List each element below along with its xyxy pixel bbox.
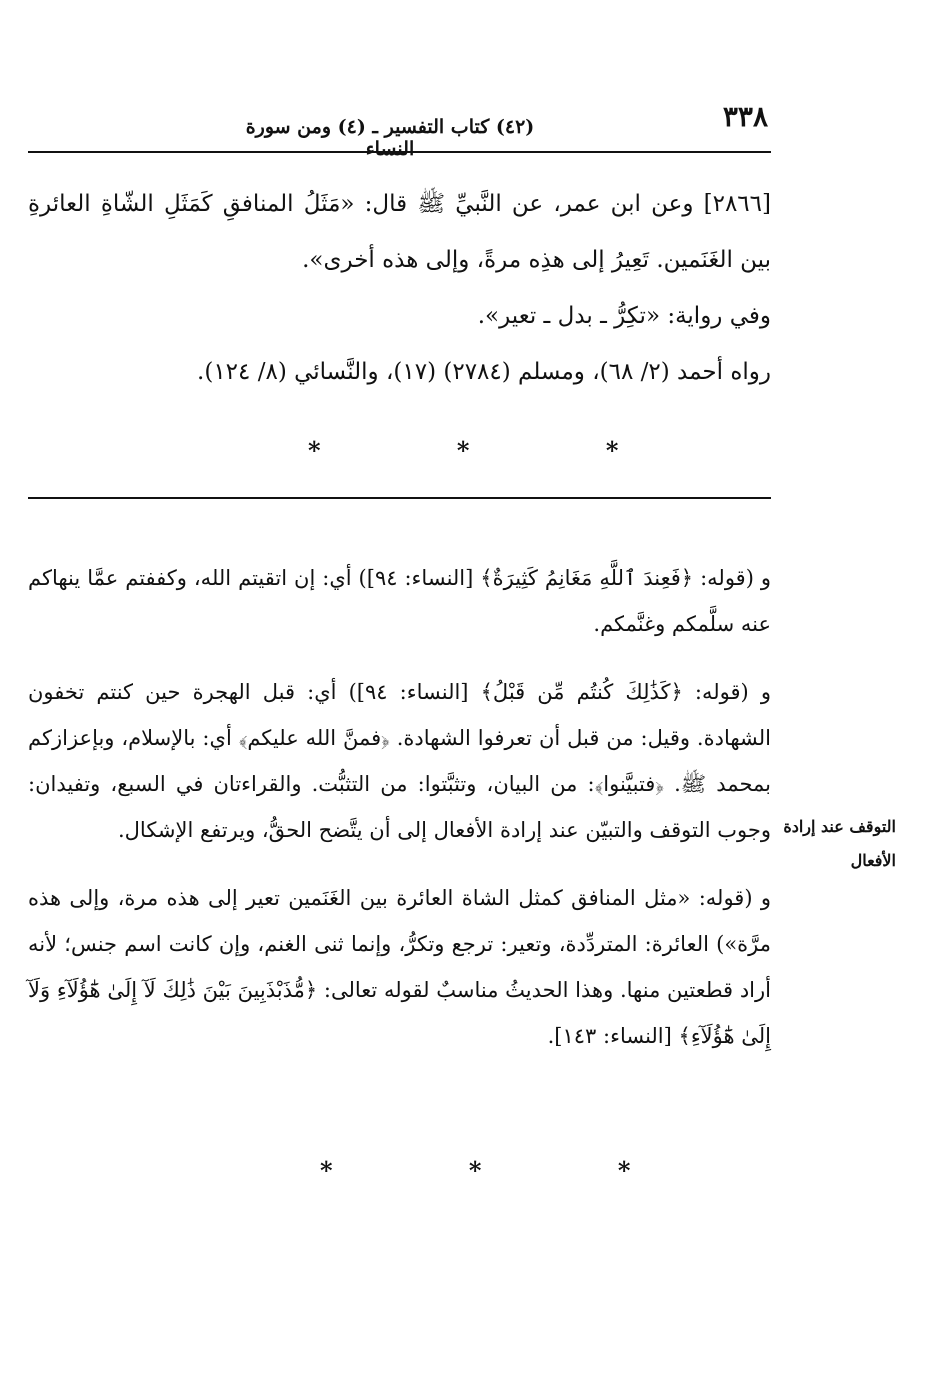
section-separator: * * * bbox=[308, 436, 683, 465]
end-separator: * * * bbox=[320, 1156, 695, 1185]
hadith-variant: وفي رواية: «تكِرُّ ـ بدل ـ تعير». bbox=[477, 303, 771, 329]
hadith-sources: رواه أحمد (٢/ ٦٨)، ومسلم (٢٧٨٤) (١٧)، والنَّسائي (٨/ ١٢٤). bbox=[197, 359, 771, 385]
commentary-paragraph: و (قوله: «مثل المنافق كمثل الشاة العائرة بين الغَنَمين تعير إلى هذه مرة، وإلى هذه مرَّة») العائرة: المتردِّدة، وتعير: ترجع وتكرُّ، وإنما ثنى الغنم، وإن كانت اسم جنس؛ لأنه أراد قطعتين منها. وهذا الحديثُ مناسبٌ لقوله تعالى: ﴿مُّذَبْذَبِينَ بَيْنَ ذَٰلِكَ لَآ إِلَىٰ هَٰٓؤُلَآءِ وَلَآ إِلَىٰ هَٰٓؤُلَآءِ﴾ [النساء: ١٤٣]. bbox=[28, 886, 771, 1048]
header-rule bbox=[28, 151, 771, 153]
hadith-text: [٢٨٦٦] وعن ابن عمر، عن النَّبيِّ ﷺ قال: «مَثَلُ المنافقِ كَمَثَلِ الشّاةِ العائرةِ بين الغَنَمين. تَعِيرُ إلى هذِه مرةً، وإلى هذه أخرى». bbox=[28, 191, 771, 273]
hadith-section bbox=[28, 176, 771, 400]
commentary-section bbox=[28, 555, 771, 1081]
commentary-paragraph: و (قوله: ﴿فَعِندَ ٱللَّهِ مَغَانِمُ كَثِيرَةٌ﴾ [النساء: ٩٤]) أي: إن اتقيتم الله، وكففتم عمَّا ينهاكم عنه سلَّمكم وغنَّمكم. bbox=[28, 566, 772, 636]
commentary-paragraph: و (قوله: ﴿كَذَٰلِكَ كُنتُم مِّن قَبْلُ﴾ [النساء: ٩٤]) أي: قبل الهجرة حين كنتم تخفون الشهادة. وقيل: من قبل أن تعرفوا الشهادة. ﴿فمنَّ الله عليكم﴾ أي: بالإسلام، وبإعزازكم بمحمد ﷺ. ﴿فتبيَّنوا﴾: من البيان، وتثبَّتوا: من التثبُّت. والقراءتان في السبع، وتفيدان: وجوب التوقف والتبيّن عند إرادة الأفعال إلى أن يتَّضح الحقُّ، ويرتفع الإشكال. bbox=[28, 680, 771, 842]
footnote-rule bbox=[28, 497, 771, 499]
running-title: (٤٢) كتاب التفسير ـ (٤) ومن سورة النساء bbox=[245, 116, 535, 160]
margin-note: التوقف عند إرادة الأفعال bbox=[783, 817, 896, 870]
page-number: ٣٣٨ bbox=[722, 100, 768, 133]
